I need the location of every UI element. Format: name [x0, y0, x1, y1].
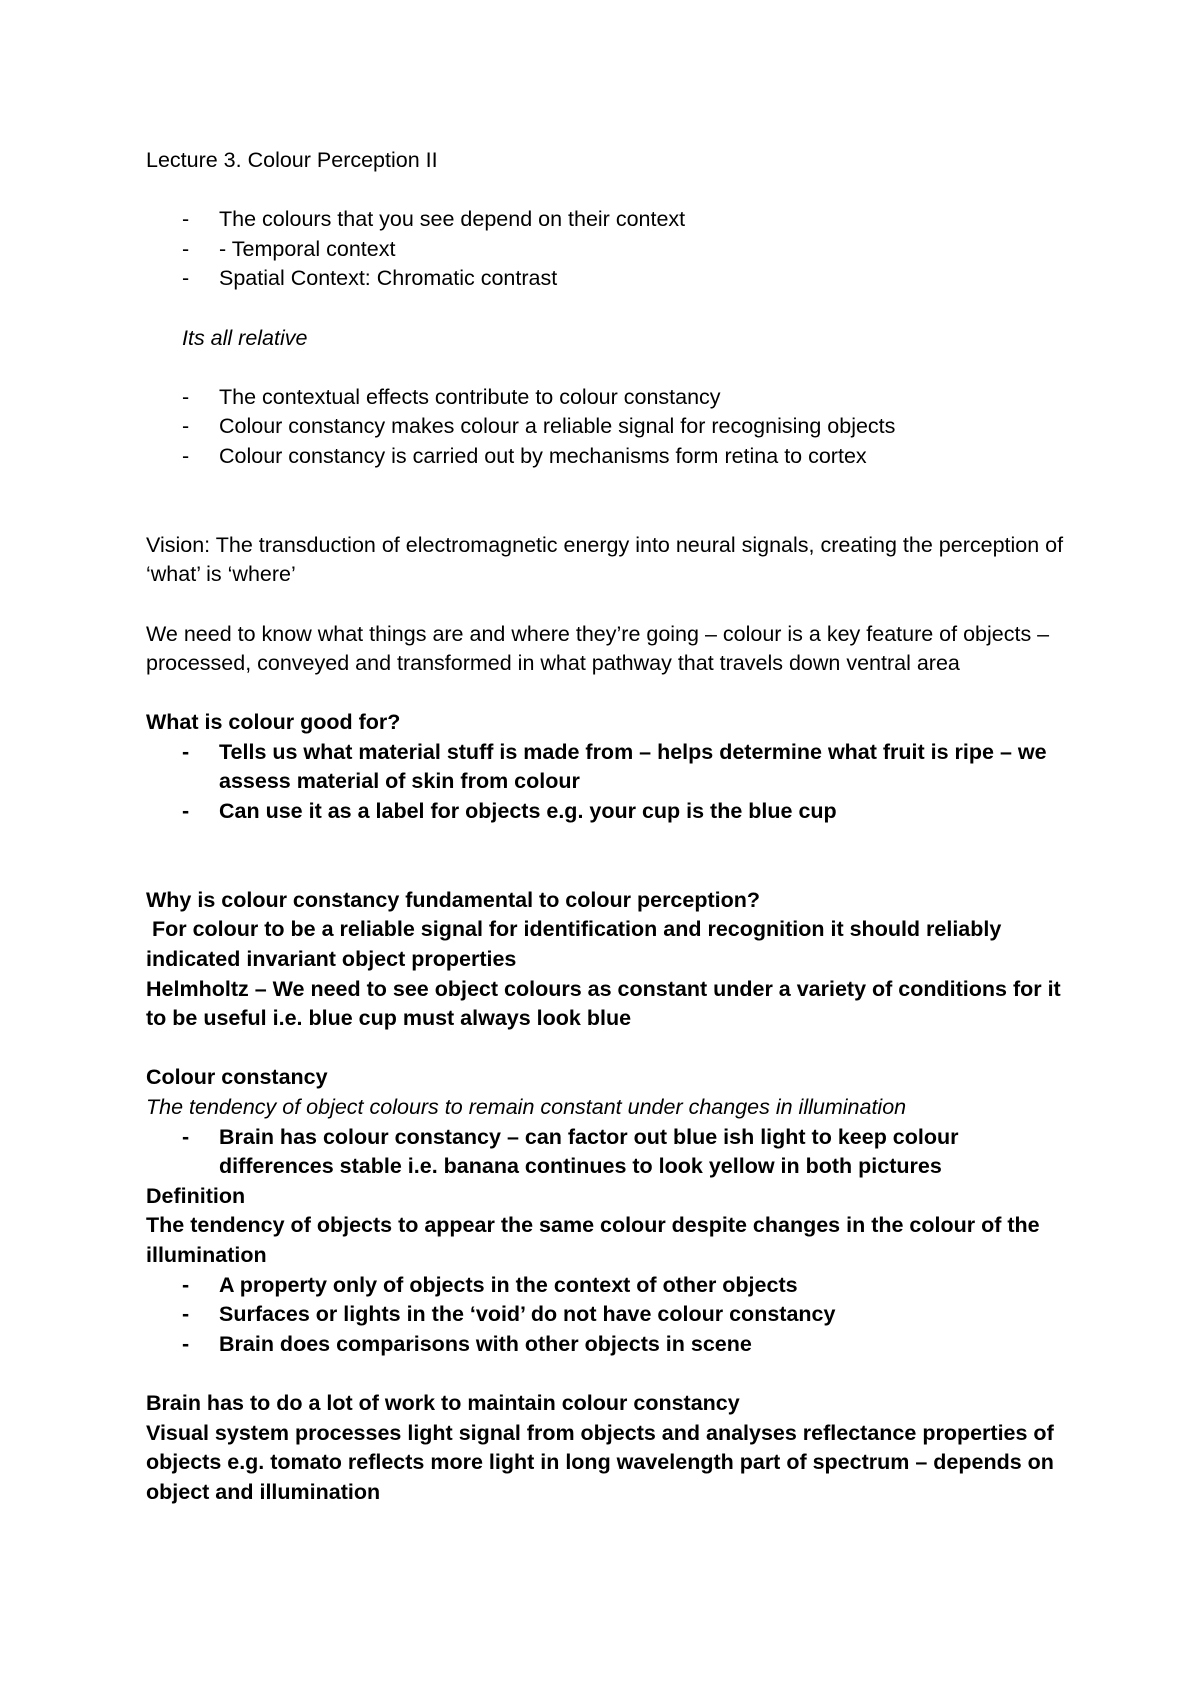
list-item: - The colours that you see depend on their context: [146, 205, 1076, 235]
good-for-heading: What is colour good for?: [146, 710, 401, 735]
need-paragraph: We need to know what things are and where they’re going – colour is a key feature of objects – processed, conveyed and transformed in what pathway that travels down ventral area: [146, 621, 1050, 676]
list-item: - Brain does comparisons with other objects in scene: [146, 1330, 1076, 1360]
dash-bullet: -: [182, 266, 190, 291]
dash-bullet: -: [182, 739, 190, 764]
fundamental-paragraph-2: Helmholtz – We need to see object colours as constant under a variety of conditions for it to be useful i.e. blue cup must always look blue: [146, 976, 1061, 1031]
page-title: Lecture 3. Colour Perception II: [146, 148, 438, 172]
constancy-effects-list: [146, 383, 1076, 472]
constancy-list: [146, 1123, 1076, 1182]
closing-line-1: Brain has to do a lot of work to maintain colour constancy: [146, 1390, 740, 1415]
dash-bullet: -: [182, 1272, 190, 1297]
list-item: - Spatial Context: Chromatic contrast: [146, 264, 1076, 294]
list-item: - Can use it as a label for objects e.g. your cup is the blue cup: [146, 797, 1076, 827]
dash-bullet: -: [182, 207, 190, 232]
list-item: - The contextual effects contribute to colour constancy: [146, 383, 1076, 413]
document-page: [146, 146, 1076, 1507]
definition-text: The tendency of objects to appear the same colour despite changes in the colour of the illumination: [146, 1213, 1040, 1267]
definition-heading: Definition: [146, 1183, 246, 1208]
dash-bullet: -: [182, 799, 190, 824]
constancy-heading: Colour constancy: [146, 1065, 328, 1090]
dash-bullet: -: [182, 1302, 190, 1327]
fundamental-paragraph-1: For colour to be a reliable signal for identification and recognition it should reliably indicated invariant object properties: [146, 917, 1008, 972]
list-item: - - Temporal context: [146, 235, 1076, 265]
dash-bullet: -: [182, 443, 190, 468]
definition-list: [146, 1271, 1076, 1360]
list-item: - Surfaces or lights in the ‘void’ do not have colour constancy: [146, 1300, 1076, 1330]
fundamental-heading: Why is colour constancy fundamental to colour perception?: [146, 887, 761, 912]
dash-bullet: -: [182, 1124, 190, 1149]
list-item: - Brain has colour constancy – can factor out blue ish light to keep colour differences stable i.e. banana continues to look yellow in both pictures: [182, 1124, 959, 1179]
relative-note: Its all relative: [182, 325, 308, 350]
list-item: - Tells us what material stuff is made from – helps determine what fruit is ripe – we assess material of skin from colour: [182, 739, 1047, 794]
context-list: [146, 205, 1076, 294]
good-for-list: [146, 738, 1076, 827]
dash-bullet: -: [182, 1331, 190, 1356]
dash-bullet: -: [182, 236, 190, 261]
list-item: - Colour constancy is carried out by mechanisms form retina to cortex: [146, 442, 1076, 472]
dash-bullet: -: [182, 384, 190, 409]
closing-line-2: Visual system processes light signal from objects and analyses reflectance properties of objects e.g. tomato reflects more light in long wavelength part of spectrum – depends on object and illumination: [146, 1420, 1054, 1504]
list-item: - Colour constancy makes colour a reliable signal for recognising objects: [146, 412, 1076, 442]
constancy-tagline: The tendency of object colours to remain constant under changes in illumination: [146, 1095, 907, 1119]
list-item: - A property only of objects in the context of other objects: [146, 1271, 1076, 1301]
dash-bullet: -: [182, 414, 190, 439]
vision-paragraph: Vision: The transduction of electromagnetic energy into neural signals, creating the perception of ‘what’ is ‘where’: [146, 532, 1064, 587]
